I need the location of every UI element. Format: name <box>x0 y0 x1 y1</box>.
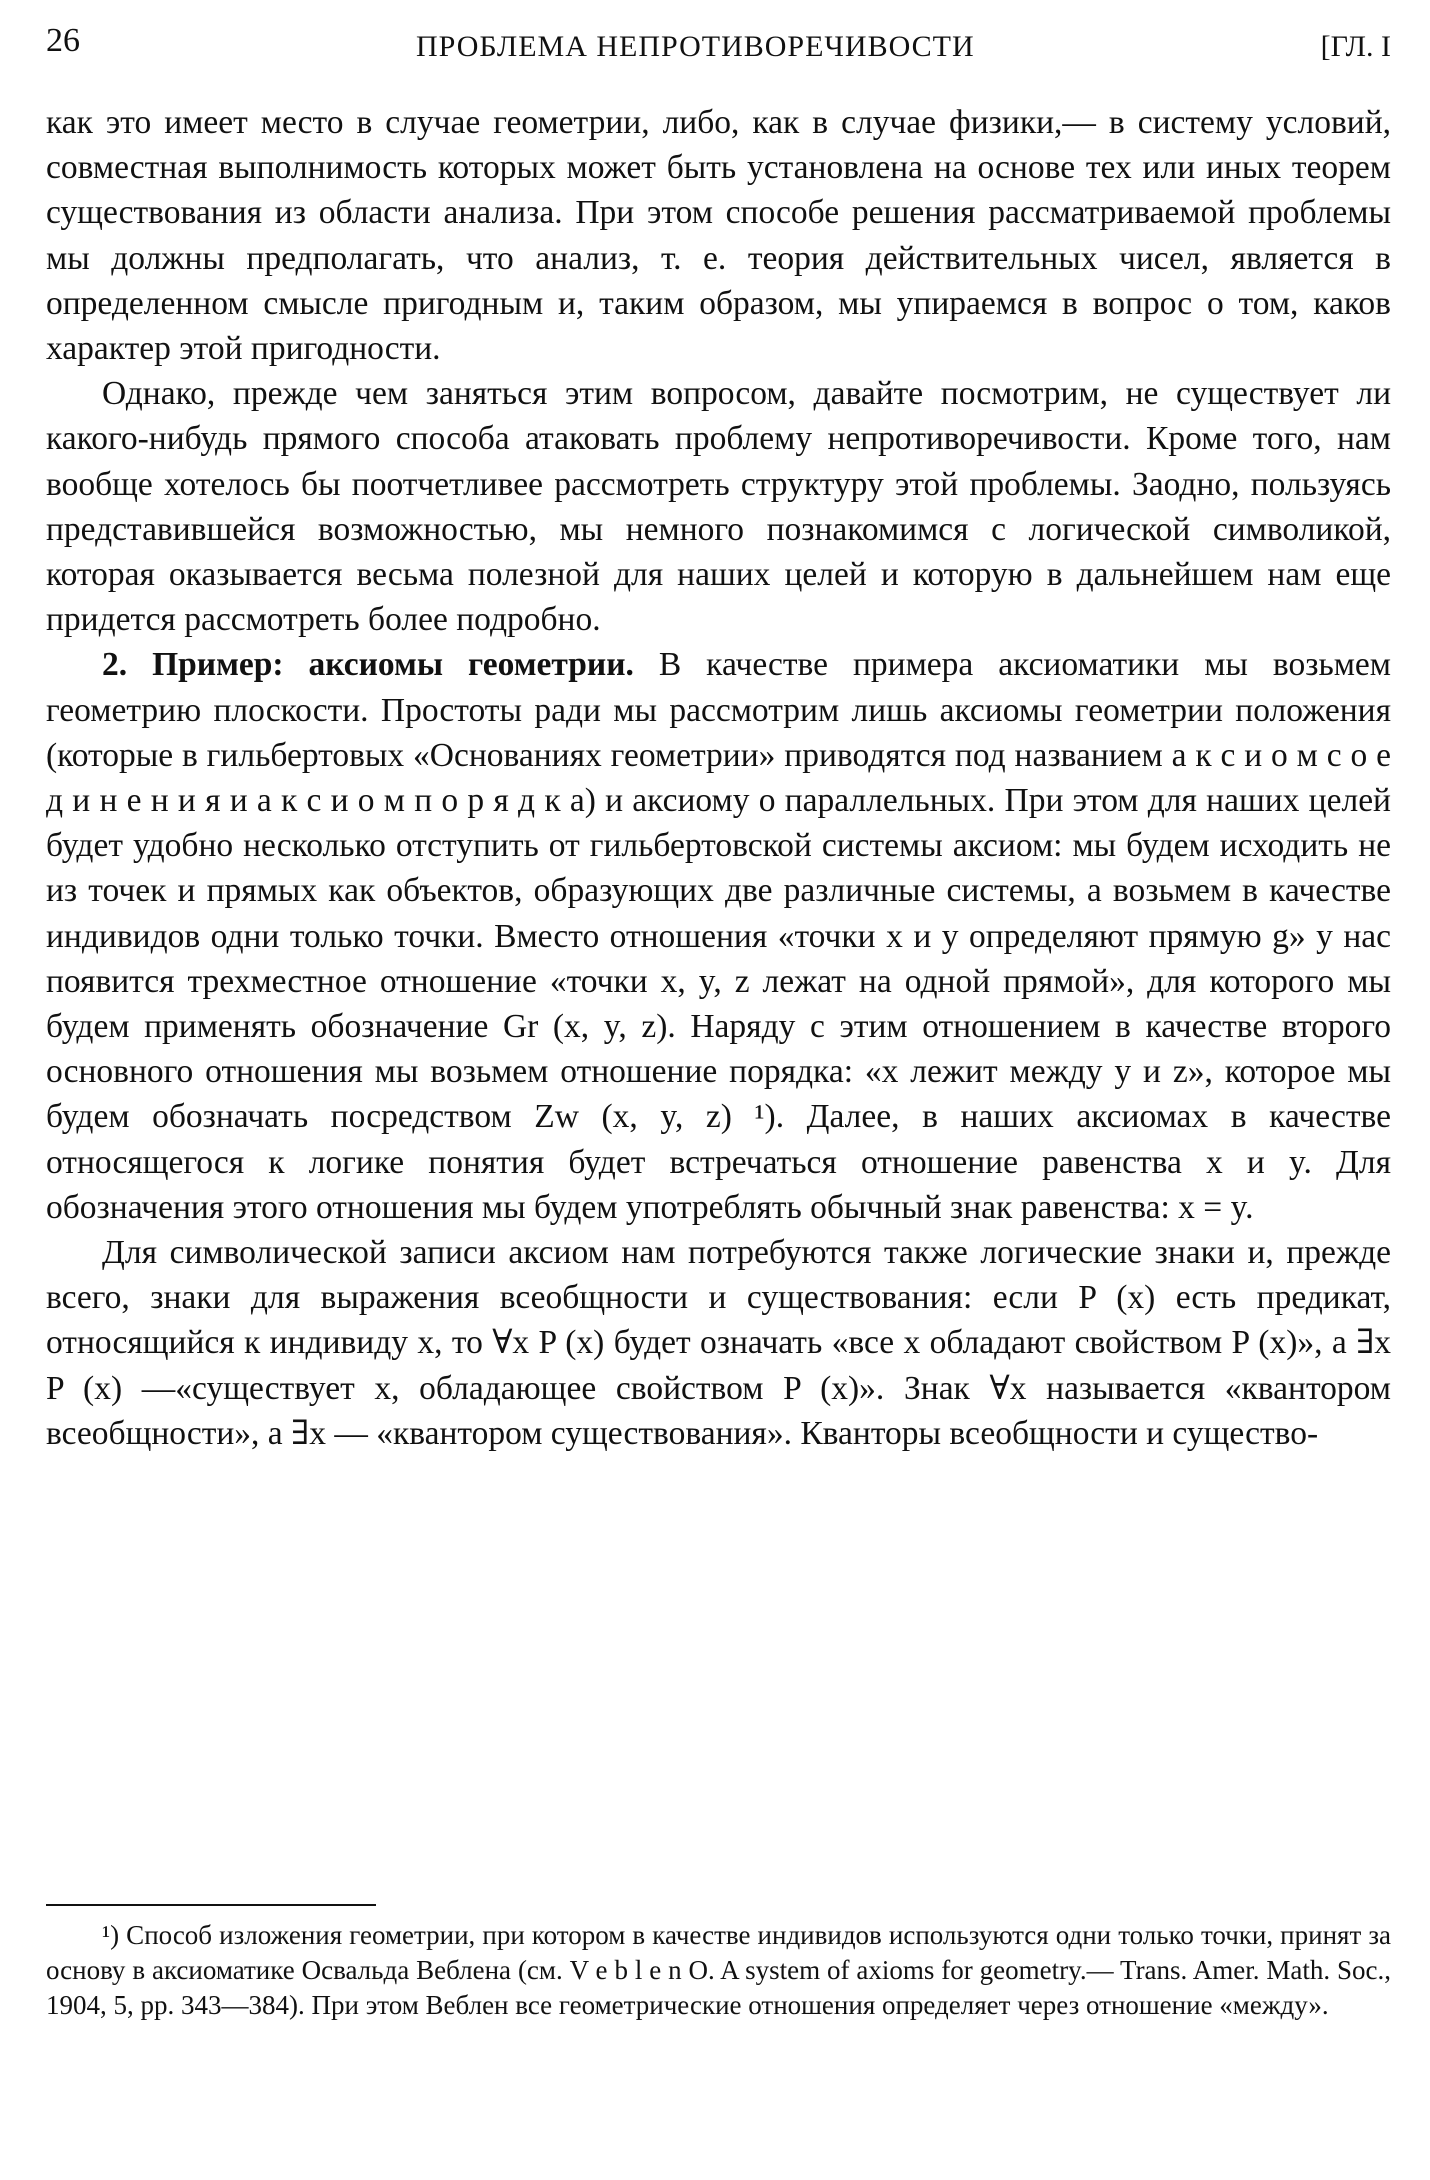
footnote-text: ¹) Способ изложения геометрии, при котором в качестве индивидов используются одни только точки, принят за основу в аксиоматике Освальда Веблена (см. V e b l e n O. A system of axioms for geometry.— Trans. Amer. Math. Soc., 1904, 5, pp. 343—384). При этом Веблен все геометрические отношения определяет через отношение «между». <box>46 1920 1391 2020</box>
chapter-label: [ГЛ. I <box>1320 30 1391 63</box>
page-number: 26 <box>46 22 80 59</box>
paragraph-2: Однако, прежде чем заняться этим вопросом, давайте посмотрим, не существует ли какого-нибудь прямого способа атаковать проблему непротиворечивости. Кроме того, нам вообще хотелось бы поотчетливее рассмотреть структуру этой проблемы. Заодно, пользуясь представившейся возможностью, мы немного познакомимся с логической символикой, которая оказывается весьма полезной для наших целей и которую в дальнейшем нам еще придется рассмотреть более подробно. <box>46 375 1391 639</box>
main-text <box>46 100 1391 1456</box>
footnote-rule <box>46 1904 376 1906</box>
paragraph-4: Для символической записи аксиом нам потребуются также логические знаки и, прежде всего, знаки для выражения всеобщности и существования: если P (x) есть предикат, относящийся к индивиду x, то ∀x P (x) будет означать «все x обладают свойством P (x)», а ∃x P (x) —«существует x, обладающее свойством P (x)». Знак ∀x называется «квантором всеобщности», а ∃x — «квантором существования». Кванторы всеобщности и существо- <box>46 1234 1391 1452</box>
paragraph-3 <box>46 642 1391 1230</box>
paragraph-1: как это имеет место в случае геометрии, либо, как в случае физики,— в систему условий, совместная выполнимость которых может быть установлена на основе тех или иных теорем существования из области анализа. При этом способе решения рассматриваемой проблемы мы должны предполагать, что анализ, т. е. теория действительных чисел, является в определенном смысле пригодным и, таким образом, мы упираемся в вопрос о том, каков характер этой пригодности. <box>46 104 1391 368</box>
section-heading: 2. Пример: аксиомы геометрии. <box>102 646 634 684</box>
paragraph-3-text: В качестве примера аксиоматики мы возьмем геометрию плоскости. Простоты ради мы рассмотрим лишь аксиомы геометрии положения (которые в гильбертовых «Основаниях геометрии» приводятся под названием а к с и о м с о е д и н е н и я и а к с и о м п о р я д к а) и аксиому о параллельных. При этом для наших целей будет удобно несколько отступить от гильбертовской системы аксиом: мы будем исходить не из точек и прямых как объектов, образующих две различные системы, а возьмем в качестве индивидов одни только точки. Вместо отношения «точки x и y определяют прямую g» у нас появится трехместное отношение «точки x, y, z лежат на одной прямой», для которого мы будем применять обозначение Gr (x, y, z). Наряду с этим отношением в качестве второго основного отношения мы возьмем отношение порядка: «x лежит между y и z», которое мы будем обозначать посредством Zw (x, y, z) ¹). Далее, в наших аксиомах в качестве относящегося к логике понятия будет встречаться отношение равенства x и y. Для обозначения этого отношения мы будем употреблять обычный знак равенства: x = y. <box>46 646 1391 1226</box>
running-header <box>46 22 1391 82</box>
footnote <box>46 1918 1391 2023</box>
running-title: ПРОБЛЕМА НЕПРОТИВОРЕЧИВОСТИ <box>416 30 975 63</box>
